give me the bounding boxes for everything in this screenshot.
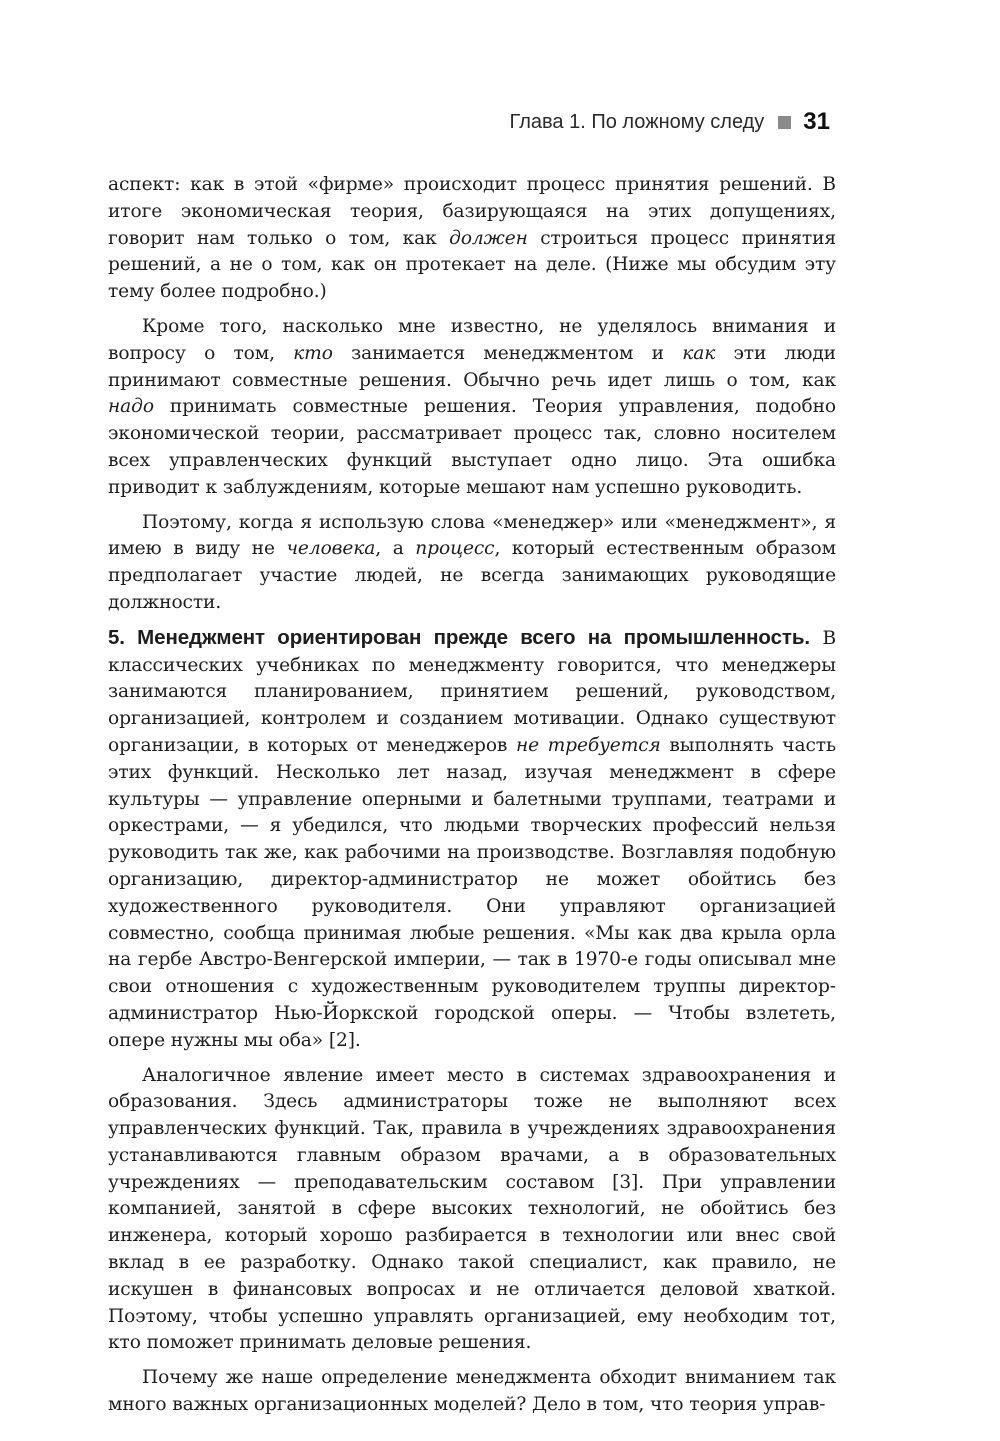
section-paragraph [108,625,836,1055]
text-run: В классических учебниках по менеджменту говорится, что менеджеры занимаются планированием, принятием решений, руководством, организацией, контролем и созданием мотивации. Однако существуют организации, в которых от менеджеров [108,627,837,756]
text-run: Поэтому, когда я использую слова «менеджер» или «менеджмент», я имею в виду не [108,511,836,560]
paragraph-2 [108,314,836,502]
emphasis: человека [286,538,376,560]
emphasis: процесс [415,538,495,560]
text-run: занимается менеджментом и [332,342,683,364]
emphasis: кто [293,342,333,364]
body-text [108,172,836,1427]
paragraph-5: Аналогичное явление имеет место в системах здравоохранения и образования. Здесь администраторы тоже не выполняют всех управленческих функций. Так, правила в учреждениях здравоохранения устанавливаются главным образом врачами, а в образовательных учреждениях — преподавательским составом [3]. При управлении компанией, занятой в сфере высоких технологий, не обойтись без инженера, который хорошо разбирается в технологии или внес свой вклад в ее разработку. Однако такой специалист, как правило, не искушен в финансовых вопросах и не отличается деловой хваткой. Поэтому, чтобы успешно управлять организацией, ему необходим тот, кто поможет принимать деловые решения. [108,1064,836,1354]
section-heading: 5. Менеджмент ориентирован прежде всего на промышленность. [108,625,810,649]
running-head [510,108,830,136]
text-run: Кроме того, насколько мне известно, не уделялось внимания и вопросу о том, [108,315,836,364]
paragraph-3 [108,510,836,617]
text-run: строиться процесс принятия решений, а не о том, как он протекает на деле. (Ниже мы обсудим эту тему более подробно.) [108,227,836,303]
square-icon [778,116,791,129]
paragraph-1 [108,172,836,306]
emphasis: должен [449,227,528,249]
emphasis: надо [108,396,154,418]
emphasis: как [682,342,716,364]
chapter-title: Глава 1. По ложному следу [509,110,765,133]
paragraph-6: Почему же наше определение менеджмента обходит вниманием так много важных организационных моделей? Дело в том, что теория управ- [108,1367,836,1416]
emphasis: не требуется [515,734,661,756]
text-run: , а [375,538,416,560]
text-run: аспект: как в этой «фирме» происходит процесс принятия решений. В итоге экономическая теория, базирующаяся на этих допущениях, говорит нам только о том, как [108,174,836,249]
text-run: , который естественным образом предполагает участие людей, не всегда занимающих руководящие должности. [108,538,836,613]
text-run: выполнять часть этих функций. Несколько лет назад, изучая менеджмент в сфере культуры — управление оперными и балетными труппами, театрами и оркестрами, — я убедился, что людьми творческих профессий нельзя руководить так же, как рабочими на производстве. Возглавляя подобную организацию, директор-администратор не может обойтись без художественного руководителя. Они управляют организацией совместно, сообща принимая любые решения. «Мы как два крыла орла на гербе Австро-Венгерской империи, — так в 1970-е годы описывал мне свои отношения с художественным руководителем труппы директор-администратор Нью-Йоркской городской оперы. — Чтобы взлететь, опере нужны мы оба» [2]. [108,734,836,1051]
text-run: принимать совместные решения. Теория управления, подобно экономической теории, рассматривает процесс так, словно носителем всех управленческих функций выступает одно лицо. Эта ошибка приводит к заблуждениям, которые мешают нам успешно руководить. [108,396,836,498]
page-number: 31 [803,108,830,135]
text-run: эти люди принимают совместные решения. Обычно речь идет лишь о том, как [108,342,836,391]
